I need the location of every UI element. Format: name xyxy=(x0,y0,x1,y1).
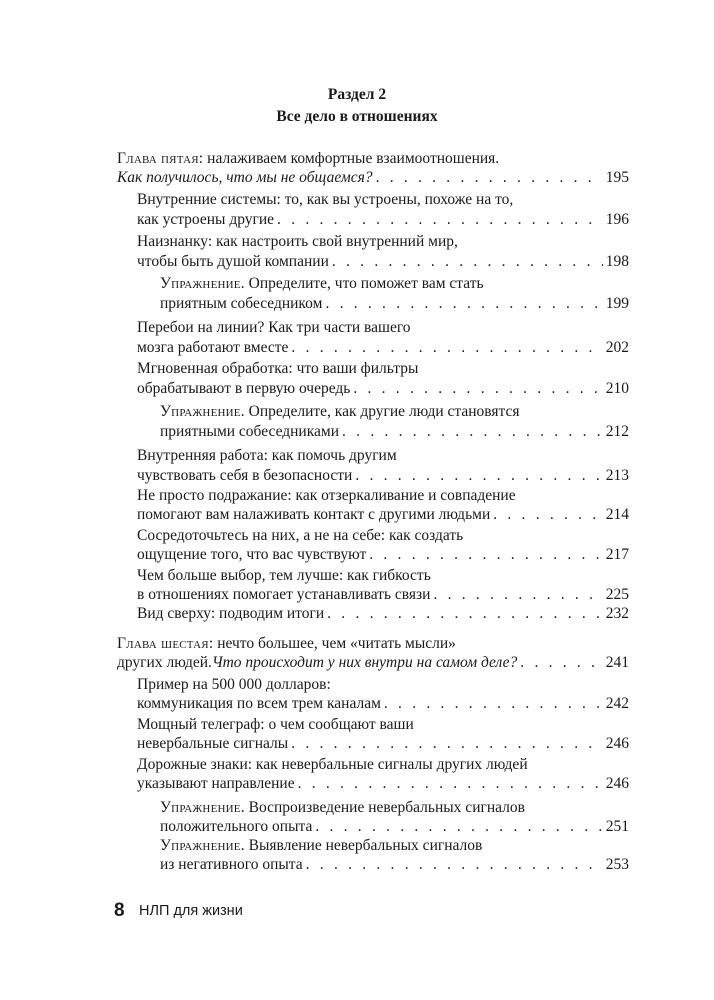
toc-entry xyxy=(137,545,629,565)
toc-entry xyxy=(137,232,629,252)
entry-page: 242 xyxy=(605,695,629,712)
toc-entry xyxy=(137,694,629,714)
chapter-5-subtitle-text: Как получилось, что мы не общаемся? xyxy=(117,169,373,186)
chapter-6-subtitle-italic: Что происходит у них внутри на самом деле? xyxy=(211,654,518,671)
exercise-entry xyxy=(160,855,629,875)
entry-text: приятным собеседником xyxy=(160,295,323,312)
entry-text: Внутренняя работа: как помочь другим xyxy=(137,447,397,464)
chapter-6-title: нечто большее, чем «читать мысли» xyxy=(217,635,456,652)
toc-entry xyxy=(137,585,629,605)
chapter-5-title: налаживаем комфортные взаимоотношения. xyxy=(207,150,500,167)
leader-dots xyxy=(520,653,602,673)
leader-dots xyxy=(384,694,603,714)
exercise-entry xyxy=(160,798,629,818)
entry-text: невербальные сигналы xyxy=(137,735,289,752)
entry-text: Перебои на линии? Как три части вашего xyxy=(137,319,411,336)
entry-text: чтобы быть душой компании xyxy=(137,253,329,270)
leader-dots xyxy=(342,422,603,442)
page-number: 8 xyxy=(114,900,125,921)
exercise-label: Упражнение. xyxy=(160,275,245,292)
entry-page: 213 xyxy=(605,467,629,484)
entry-page: 214 xyxy=(605,506,629,523)
toc-entry xyxy=(137,526,629,546)
leader-dots xyxy=(369,545,603,565)
entry-page: 210 xyxy=(605,380,629,397)
book-title: НЛП для жизни xyxy=(139,903,243,919)
toc-entry xyxy=(137,505,629,525)
exercise-label: Упражнение. xyxy=(160,837,245,854)
toc-entry xyxy=(137,566,629,586)
entry-text: Сосредоточьтесь на них, а не на себе: как создать xyxy=(137,527,464,544)
chapter-6-subtitle xyxy=(117,653,629,673)
entry-page: 196 xyxy=(605,211,629,228)
entry-text: Определите, что поможет вам стать xyxy=(248,275,484,292)
leader-dots xyxy=(306,855,603,875)
exercise-entry xyxy=(160,836,629,856)
section-number: Раздел 2 xyxy=(327,86,387,103)
toc-entry xyxy=(137,715,629,735)
toc-entry xyxy=(137,466,629,486)
entry-text: коммуникация по всем трем каналам xyxy=(137,695,381,712)
entry-text: приятными собеседниками xyxy=(160,423,340,440)
entry-text: помогают вам налаживать контакт с другими людьми xyxy=(137,506,491,523)
toc-entry xyxy=(137,734,629,754)
chapter-6-page: 241 xyxy=(605,654,629,671)
chapter-5-heading xyxy=(117,149,629,169)
toc-entry xyxy=(137,338,629,358)
entry-page: 217 xyxy=(605,546,629,563)
section-title: Все дело в отношениях xyxy=(276,108,438,125)
chapter-6-label: Глава шестая: xyxy=(117,635,214,652)
entry-text: Дорожные знаки: как невербальные сигналы других людей xyxy=(137,756,528,773)
leader-dots xyxy=(493,505,603,525)
exercise-entry xyxy=(160,294,629,314)
entry-text: Наизнанку: как настроить свой внутренний мир, xyxy=(137,233,458,250)
toc-entry xyxy=(137,675,629,695)
leader-dots xyxy=(325,294,602,314)
leader-dots xyxy=(332,252,603,272)
leader-dots xyxy=(277,210,603,230)
entry-text: положительного опыта xyxy=(160,818,313,835)
entry-text: указывают направление xyxy=(137,775,295,792)
chapter-5-subtitle xyxy=(117,168,629,188)
entry-page: 225 xyxy=(605,586,629,603)
chapter-6-subtitle-text: других людей. xyxy=(117,654,212,671)
leader-dots xyxy=(433,585,602,605)
entry-page: 251 xyxy=(605,818,629,835)
entry-text: обрабатывают в первую очередь xyxy=(137,380,351,397)
entry-page: 198 xyxy=(605,253,629,270)
entry-text: Чем больше выбор, тем лучше: как гибкость xyxy=(137,567,431,584)
entry-text: Воспроизведение невербальных сигналов xyxy=(248,799,525,816)
entry-text: как устроены другие xyxy=(137,211,275,228)
toc-entry xyxy=(137,446,629,466)
toc-entry xyxy=(137,190,629,210)
entry-page: 246 xyxy=(605,735,629,752)
toc-entry xyxy=(137,252,629,272)
entry-text: Мгновенная обработка: что ваши фильтры xyxy=(137,360,419,377)
toc-entry xyxy=(137,774,629,794)
leader-dots xyxy=(327,604,603,624)
entry-text: Определите, как другие люди становятся xyxy=(248,403,520,420)
entry-text: Внутренние системы: то, как вы устроены, похоже на то, xyxy=(137,191,514,208)
entry-text: чувствовать себя в безопасности xyxy=(137,467,353,484)
exercise-entry xyxy=(160,402,629,422)
toc-entry xyxy=(137,210,629,230)
chapter-5-label: Глава пятая: xyxy=(117,150,204,167)
entry-text: ощущение того, что вас чувствуют xyxy=(137,546,367,563)
toc-entry xyxy=(137,379,629,399)
leader-dots xyxy=(376,168,603,188)
chapter-6-heading xyxy=(117,634,629,654)
entry-text: из негативного опыта xyxy=(160,856,303,873)
exercise-entry xyxy=(160,422,629,442)
entry-page: 202 xyxy=(605,339,629,356)
entry-page: 253 xyxy=(605,856,629,873)
leader-dots xyxy=(298,774,603,794)
exercise-entry xyxy=(160,817,629,837)
chapter-5-page: 195 xyxy=(605,169,629,186)
leader-dots xyxy=(355,466,602,486)
entry-text: Пример на 500 000 долларов: xyxy=(137,676,331,693)
exercise-label: Упражнение. xyxy=(160,403,245,420)
toc-entry xyxy=(137,755,629,775)
exercise-entry xyxy=(160,274,629,294)
entry-text: Не просто подражание: как отзеркаливание и совпадение xyxy=(137,487,516,504)
toc-entry xyxy=(137,359,629,379)
leader-dots xyxy=(291,338,602,358)
entry-text: мозга работают вместе xyxy=(137,339,289,356)
entry-text: Вид сверху: подводим итоги xyxy=(137,605,325,622)
toc-entry xyxy=(137,318,629,338)
entry-page: 199 xyxy=(605,295,629,312)
entry-page: 246 xyxy=(605,775,629,792)
toc-entry xyxy=(137,604,629,624)
leader-dots xyxy=(353,379,602,399)
leader-dots xyxy=(291,734,603,754)
exercise-label: Упражнение. xyxy=(160,799,245,816)
leader-dots xyxy=(315,817,602,837)
toc-entry xyxy=(137,486,629,506)
entry-page: 232 xyxy=(605,605,629,622)
entry-text: Выявление невербальных сигналов xyxy=(248,837,483,854)
entry-text: Мощный телеграф: о чем сообщают ваши xyxy=(137,716,414,733)
entry-page: 212 xyxy=(605,423,629,440)
entry-text: в отношениях помогает устанавливать связи xyxy=(137,586,431,603)
